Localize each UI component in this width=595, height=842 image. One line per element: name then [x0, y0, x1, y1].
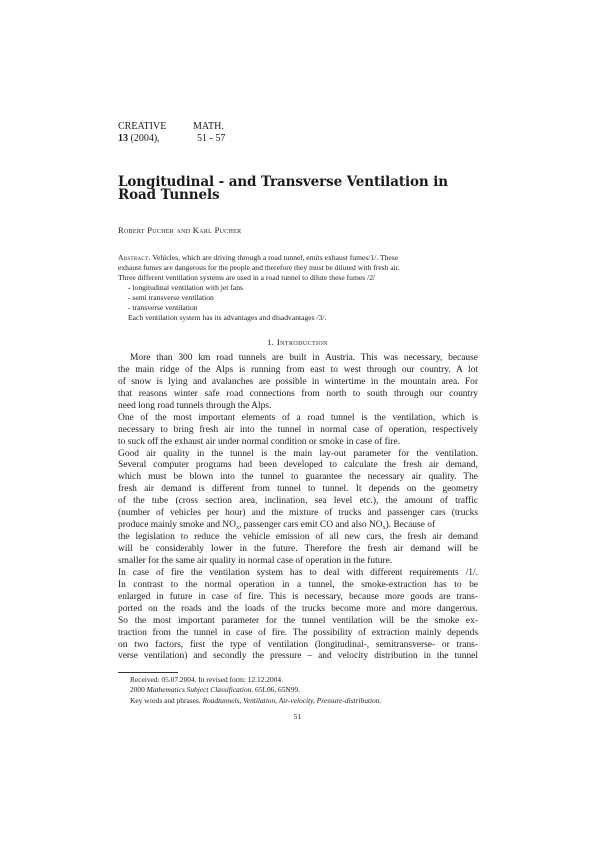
body-line: traction from the tunnel in case of fire. The possibility of extraction mainly depends — [118, 627, 478, 638]
body-line: to suck off the exhaust air under normal condition or smoke in case of fire. — [118, 436, 401, 447]
abstract-list-item: - transverse ventilation — [128, 303, 198, 312]
body-line: on two factors, first the type of ventilation (longitudinal-, semitransverse- or trans- — [118, 639, 478, 650]
journal-name-left: CREATIVE — [118, 121, 167, 132]
body-line: ported on the roads and the loads of the trucks become more and more dangerous. — [118, 603, 478, 614]
body-line-formula: produce mainly smoke and $NO_x$, passenger cars emit CO and also $NO_x$). Because of — [118, 520, 436, 532]
body-line: One of the most important elements of a road tunnel is the ventilation, which is — [118, 412, 478, 423]
abstract-line: Three different ventilation systems are used in a road tunnel to dilute these fumes /2/ — [118, 273, 376, 282]
body-line: More than 300 km road tunnels are built in Austria. This was necessary, because — [130, 353, 478, 363]
body-line: of the tube (cross section area, inclination, sea level etc.), the amount of traffic — [118, 496, 478, 507]
body-line: will be considerably lower in the future. Therefore the fresh air demand will be — [118, 544, 478, 554]
footnote-msc: 2000 Mathematics Subject Classification. 65L06, 65N99. — [130, 685, 301, 695]
volume-year: (2004), — [130, 133, 160, 144]
body-line: Several computer programs had been developed to calculate the fresh air demand, — [118, 460, 478, 471]
body-line: that reasons winter safe road connections from north to south through our country — [118, 388, 478, 399]
section-heading — [0, 337, 595, 347]
section-title: Introduction — [276, 337, 328, 347]
abstract-label: Abstract. — [118, 253, 151, 262]
body-line: need long road tunnels through the Alps. — [118, 400, 272, 411]
subscript-x: x — [382, 525, 386, 532]
abstract-list-item: - longitudinal ventilation with jet fans — [128, 283, 243, 292]
body-line: In case of fire the ventilation system has to deal with different requirements /1/. — [118, 567, 478, 578]
journal-pages: 51 - 57 — [197, 133, 226, 144]
abstract-line: exhaust fumes are dangerous for the people and therefore they must be diluted with fresh air. — [118, 263, 400, 272]
footnote-received: Received: 05.07.2004. In revised form: 12.12.2004. — [130, 675, 283, 684]
abstract-line: Each ventilation system has its advantages and disadvantages /3/. — [128, 313, 327, 322]
body-line: the legislation to reduce the vehicle emission of all new cars, the fresh air demand — [118, 532, 478, 543]
paper-title: Longitudinal - and Transverse Ventilation in Road Tunnels — [118, 174, 448, 203]
body-line: which must be blown into the tunnel to guarantee the necessary air quality. The — [118, 472, 478, 483]
body-line: necessary to bring fresh air into the tunnel in normal case of operation, respectively — [118, 424, 478, 435]
journal-name — [118, 121, 166, 133]
subscript-x: x — [235, 525, 239, 532]
body-text — [118, 353, 478, 663]
volume-number: 13 — [118, 133, 128, 144]
body-line: (number of vehicles per hour) and the mixture of trucks and passenger cars (trucks — [118, 508, 478, 519]
body-line: So the most important parameter for the tunnel ventilation will be the smoke ex- — [118, 615, 478, 626]
authors: Robert Pucher and Karl Pucher — [118, 225, 242, 235]
section-number: 1. — [267, 337, 275, 347]
abstract-list-item: - semi transverse ventilation — [128, 293, 214, 302]
footnote-rule — [118, 672, 178, 673]
body-line: verse ventilation) and secondly the pressure – and velocity distribution in the tunnel — [118, 651, 478, 662]
body-line: of snow is lying and avalanches are possible in wintertime in the mountain area. For — [118, 376, 478, 387]
body-line: Good air quality in the tunnel is the main lay-out parameter for the ventilation. — [118, 448, 478, 459]
body-line: smaller for the same air quality in normal case of operation in the future. — [118, 555, 393, 566]
abstract — [118, 253, 480, 323]
abstract-line: Abstract. Vehicles, which are driving through a road tunnel, emits exhaust fumes/1/. These — [118, 253, 399, 262]
page-number: 51 — [293, 712, 302, 721]
body-line: fresh air demand is different from tunnel to tunnel. It depends on the geometry — [118, 484, 478, 495]
body-line: In contrast to the normal operation in a tunnel, the smoke-extraction has to be — [118, 579, 478, 590]
footnote-keywords: Key words and phrases. Roadtunnels, Ventilation, Air-velocity, Pressure-distribution. — [130, 695, 382, 705]
footnotes — [130, 675, 490, 706]
body-line: the main ridge of the Alps is running from east to west through our country. A lot — [118, 364, 478, 375]
journal-volume — [118, 133, 160, 145]
journal-name-right: MATH. — [193, 121, 224, 132]
body-line: enlarged in future in case of fire. This is necessary, because more goods are trans- — [118, 591, 478, 602]
